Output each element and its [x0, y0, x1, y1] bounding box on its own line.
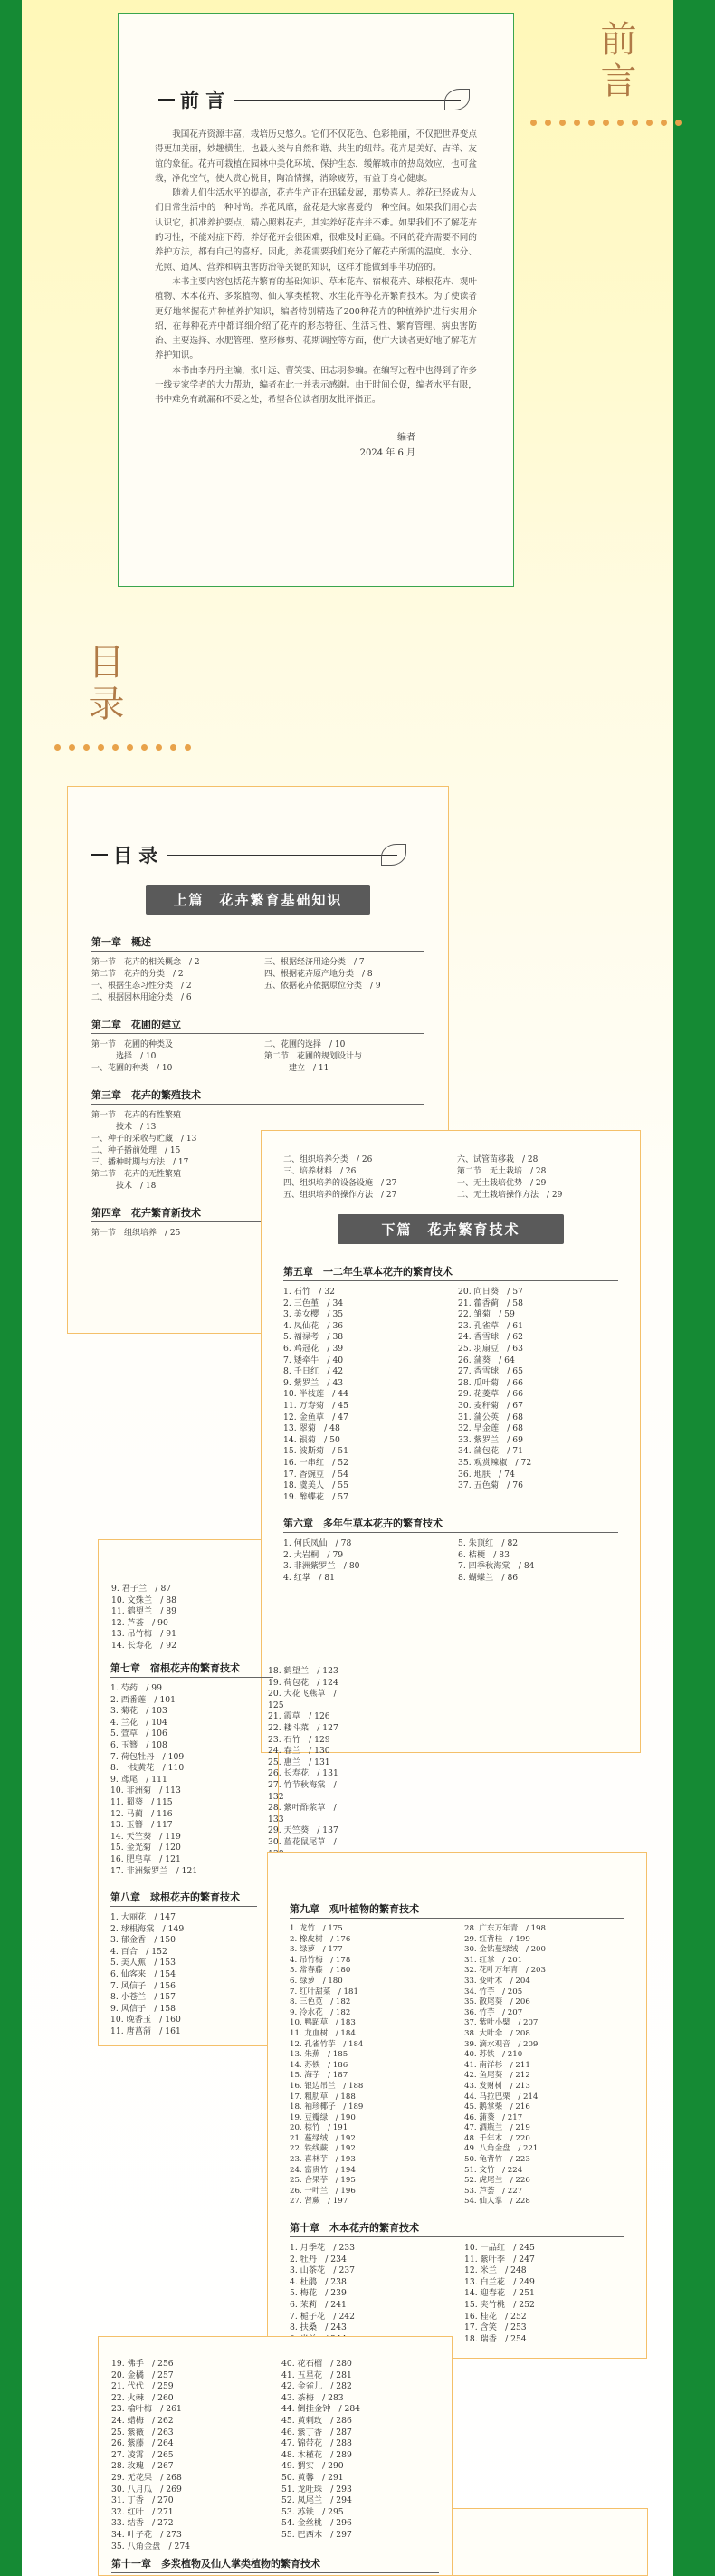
toc-entry: 16. 肥皂草 / 121	[110, 1853, 181, 1864]
toc-entry: 技术 / 13	[91, 1123, 157, 1132]
toc-entry: 20. 棕竹 / 191	[290, 2123, 348, 2133]
toc-entry: 33. 变叶木 / 204	[464, 1976, 530, 1986]
toc-entry: 25. 惠兰 / 131	[268, 1757, 330, 1767]
toc-entry: 53. 苏铁 / 295	[281, 2506, 344, 2517]
toc-entry: 20. 向日葵 / 57	[458, 1287, 523, 1297]
toc-page-3-lower	[98, 1648, 270, 2055]
toc-entry: 25. 紫薇 / 263	[111, 2427, 174, 2437]
toc-entry: 22. 火棘 / 260	[111, 2392, 174, 2403]
toc-entry: 27. 凌霄 / 265	[111, 2449, 174, 2460]
chapter-8-title: 第八章 球根花卉的繁育技术	[110, 1890, 257, 1907]
chapter-9-title: 第九章 观叶植物的繁育技术	[290, 1901, 624, 1919]
toc-entry: 33. 紫罗兰 / 69	[458, 1434, 523, 1445]
toc-entry: 32. 红叶 / 271	[111, 2506, 174, 2517]
chapter-6-title: 第六章 多年生草本花卉的繁育技术	[283, 1516, 618, 1533]
toc-entry: 47. 酒瓶兰 / 219	[464, 2123, 530, 2133]
toc-entry: 42. 鱼尾葵 / 212	[464, 2071, 530, 2081]
toc-entry: 5. 福禄考 / 38	[283, 1332, 344, 1343]
toc-entry: 32. 旱金莲 / 68	[458, 1423, 523, 1434]
toc-entry: 36. 地肤 / 74	[458, 1469, 515, 1480]
left-green-border	[0, 0, 22, 2576]
toc-entry: 5. 梅花 / 239	[290, 2288, 347, 2299]
toc-entry: 4. 红掌 / 81	[283, 1573, 335, 1584]
toc-entry: 29. 天竺葵 / 137	[268, 1825, 338, 1836]
toc-page-5	[98, 2336, 453, 2576]
toc-entry: 第二节 花卉的无性繁殖	[91, 1170, 182, 1179]
toc-entry: 6. 仙客来 / 154	[110, 1969, 176, 1980]
toc-entry: 20. 金橘 / 257	[111, 2370, 174, 2380]
toc-entry: 第一节 花卉的相关概念 / 2	[91, 958, 200, 967]
toc-entry: 9. 风信子 / 158	[110, 2003, 176, 2014]
toc-entry: 40. 花石榴 / 280	[281, 2359, 352, 2369]
toc-entry: 三、培养材料 / 26	[283, 1167, 357, 1176]
toc-entry: 54. 金丝桃 / 296	[281, 2518, 352, 2529]
toc-entry: 34. 蒲包花 / 71	[458, 1446, 523, 1457]
toc-entry: 31. 丁香 / 270	[111, 2495, 174, 2506]
toc-entry: 46. 紫丁香 / 287	[281, 2427, 352, 2437]
toc-entry: 11. 紫叶李 / 247	[464, 2254, 535, 2265]
toc-entry: 5. 美人蕉 / 153	[110, 1958, 176, 1968]
toc-entry: 25. 合果芋 / 195	[290, 2176, 356, 2186]
toc-entry: 14. 苏铁 / 186	[290, 2060, 348, 2070]
toc-entry: 五、依据花卉依据原位分类 / 9	[264, 982, 381, 991]
toc-entry: 23. 榆叶梅 / 261	[111, 2404, 182, 2415]
toc-entry: 8. 千日红 / 42	[283, 1366, 344, 1377]
preface-dots	[530, 120, 682, 126]
toc-entry: 二、组织培养分类 / 26	[283, 1155, 373, 1164]
toc-entry: 34. 叶子花 / 273	[111, 2529, 182, 2540]
toc-entry: 5. 萱草 / 106	[110, 1729, 167, 1739]
toc-entry: 10. 文殊兰 / 88	[111, 1594, 176, 1605]
toc-entry: 24. 蜡梅 / 262	[111, 2415, 174, 2426]
toc-entry: 一、无土栽培优势 / 29	[457, 1179, 547, 1188]
toc-entry: 19. 佛手 / 256	[111, 2359, 174, 2369]
toc-entry: 四、组织培养的设备设施 / 27	[283, 1179, 397, 1188]
toc-entry: 9. 冷水花 / 182	[290, 2007, 351, 2017]
toc-entry: 1. 大丽花 / 147	[110, 1912, 176, 1923]
toc-entry: 4. 百合 / 152	[110, 1946, 167, 1957]
toc-entry: 14. 迎春花 / 251	[464, 2288, 535, 2299]
toc-entry: 23. 石竹 / 129	[268, 1734, 330, 1745]
toc-entry: 51. 龙吐珠 / 293	[281, 2484, 352, 2495]
toc-entry: 22. 雏菊 / 59	[458, 1309, 515, 1320]
toc-entry: 14. 银菊 / 50	[283, 1434, 340, 1445]
toc-entry: 18. 鹤望兰 / 123	[268, 1666, 338, 1676]
toc-entry: 6. 茉莉 / 241	[290, 2300, 347, 2310]
toc-entry: 19. 豆瓣绿 / 190	[290, 2112, 356, 2122]
toc-entry: 6. 鸡冠花 / 39	[283, 1343, 344, 1354]
toc-entry: 6. 玉簪 / 108	[110, 1739, 167, 1750]
chapter-title: 第一章 概述	[91, 934, 424, 952]
toc-entry: 6. 桔梗 / 83	[458, 1549, 510, 1560]
toc-entry: 一、根据生态习性分类 / 2	[91, 982, 192, 991]
toc-page-2	[261, 1130, 641, 1753]
toc-entry: 10. 鸭跖草 / 183	[290, 2018, 356, 2028]
toc-entry: 50. 黄馨 / 291	[281, 2472, 344, 2483]
toc-entry: 2. 三色堇 / 34	[283, 1298, 344, 1308]
toc-entry: 21. 蔓绿绒 / 192	[290, 2133, 356, 2143]
chapter-title: 第二章 花圃的建立	[91, 1017, 424, 1034]
toc-entry: 12. 金鱼草 / 47	[283, 1412, 348, 1422]
toc-entry: 36. 竹芋 / 207	[464, 2007, 523, 2017]
toc-entry: 10. 半枝莲 / 44	[283, 1389, 348, 1400]
toc-entry: 39. 滴水观音 / 209	[464, 2039, 539, 2049]
preface-page	[118, 13, 514, 587]
toc-entry: 23. 喜林芋 / 193	[290, 2155, 356, 2165]
toc-entry: 37. 五色菊 / 76	[458, 1480, 523, 1491]
toc-entry: 15. 金光菊 / 120	[110, 1843, 181, 1853]
toc-entry: 3. 菊花 / 103	[110, 1706, 167, 1717]
toc-entry: 15. 波斯菊 / 51	[283, 1446, 348, 1457]
toc-entry: 18. 虞美人 / 55	[283, 1480, 348, 1491]
toc-entry: 17. 含笑 / 253	[464, 2322, 527, 2333]
toc-entry: 33. 结香 / 272	[111, 2518, 174, 2529]
toc-entry: 五、组织培养的操作方法 / 27	[283, 1191, 397, 1200]
toc-entry: 31. 蒲公英 / 68	[458, 1412, 523, 1422]
toc-dots	[54, 744, 191, 751]
toc-entry: 28. 紫叶酢浆草 / 133	[268, 1803, 337, 1824]
toc-entry: 49. 猬实 / 290	[281, 2461, 344, 2472]
toc-entry: 13. 玉簪 / 117	[110, 1820, 173, 1831]
toc-entry: 43. 茶梅 / 283	[281, 2392, 344, 2403]
toc-entry: 11. 鹤望兰 / 89	[111, 1606, 176, 1617]
toc-entry: 7. 荷包牡丹 / 109	[110, 1751, 185, 1762]
toc-entry: 16. 桂花 / 252	[464, 2311, 527, 2322]
toc-entry: 1. 石竹 / 32	[283, 1287, 335, 1297]
toc-entry: 13. 吊竹梅 / 91	[111, 1629, 176, 1640]
toc-entry: 21. 代代 / 259	[111, 2381, 174, 2392]
toc-entry: 11. 蜀葵 / 115	[110, 1796, 173, 1807]
toc-entry: 26. 蒲葵 / 64	[458, 1355, 515, 1365]
toc-entry: 20. 大花飞燕草 / 125	[268, 1689, 337, 1710]
toc-entry: 3. 美女樱 / 35	[283, 1309, 344, 1320]
toc-entry: 42. 金雀儿 / 282	[281, 2381, 352, 2392]
toc-entry: 12. 芦荟 / 90	[111, 1617, 168, 1628]
toc-entry: 3. 非洲紫罗兰 / 80	[283, 1561, 360, 1572]
toc-entry: 21. 藿香蓟 / 58	[458, 1298, 523, 1308]
toc-entry: 第二节 花圃的规划设计与	[264, 1052, 363, 1061]
toc-entry: 24. 春兰 / 130	[268, 1746, 330, 1757]
toc-entry: 19. 醉蝶花 / 57	[283, 1491, 348, 1502]
toc-entry: 3. 郁金香 / 150	[110, 1935, 176, 1946]
toc-entry: 一、种子的采收与贮藏 / 13	[91, 1135, 197, 1144]
toc-entry: 3. 山茶花 / 237	[290, 2265, 355, 2276]
toc-entry: 7. 栀子花 / 242	[290, 2311, 355, 2322]
toc-entry: 17. 非洲紫罗兰 / 121	[110, 1865, 198, 1876]
toc-entry: 48. 木槿花 / 289	[281, 2449, 352, 2460]
toc-entry: 建立 / 11	[264, 1064, 329, 1073]
toc-entry: 第一节 花圃的种类及	[91, 1040, 174, 1049]
toc-entry: 2. 橡皮树 / 176	[290, 1934, 351, 1944]
toc-entry: 12. 米兰 / 248	[464, 2265, 527, 2276]
toc-entry: 41. 南洋杉 / 211	[464, 2060, 530, 2070]
toc-entry: 31. 红掌 / 201	[464, 1955, 523, 1965]
toc-entry: 2. 球根海棠 / 149	[110, 1923, 185, 1934]
toc-entry: 10. 一品红 / 245	[464, 2243, 535, 2254]
toc-entry: 21. 霞草 / 126	[268, 1711, 330, 1722]
toc-entry: 2. 西番莲 / 101	[110, 1694, 176, 1705]
toc-entry: 1. 月季花 / 233	[290, 2243, 355, 2254]
toc-entry: 第二节 无土栽培 / 28	[457, 1167, 547, 1176]
toc-page-6	[453, 2508, 648, 2576]
toc-entry: 35. 观赏辣椒 / 72	[458, 1457, 532, 1468]
toc-entry: 1. 何氏凤仙 / 78	[283, 1538, 352, 1549]
toc-entry: 8. 三色苋 / 182	[290, 1997, 351, 2007]
toc-entry: 47. 锦带花 / 288	[281, 2438, 352, 2449]
toc-entry: 30. 金钻蔓绿绒 / 200	[464, 1945, 546, 1955]
toc-entry: 41. 五星花 / 281	[281, 2370, 352, 2380]
toc-entry: 四、根据花卉原产地分类 / 8	[264, 970, 373, 979]
toc-entry: 17. 粗肋草 / 188	[290, 2092, 356, 2102]
toc-entry: 二、种子播前处理 / 15	[91, 1146, 181, 1155]
toc-entry: 45. 鹅掌柴 / 216	[464, 2102, 530, 2112]
toc-entry: 7. 四季秋海棠 / 84	[458, 1561, 535, 1572]
toc-entry: 11. 唐菖蒲 / 161	[110, 2026, 181, 2037]
toc-entry: 六、试管苗移栽 / 28	[457, 1155, 539, 1164]
toc-entry: 技术 / 18	[91, 1182, 157, 1191]
toc-entry: 第二节 花卉的分类 / 2	[91, 970, 184, 979]
toc-entry: 13. 朱蕉 / 185	[290, 2050, 348, 2060]
toc-entry: 22. 铁线蕨 / 192	[290, 2144, 356, 2154]
toc-entry: 29. 无花果 / 268	[111, 2472, 182, 2483]
toc-entry: 27. 肾蕨 / 197	[290, 2197, 348, 2207]
toc-entry: 35. 散尾葵 / 206	[464, 1997, 530, 2007]
toc-entry: 50. 龟背竹 / 223	[464, 2155, 530, 2165]
toc-entry: 9. 紫罗兰 / 43	[283, 1377, 344, 1388]
toc-entry: 8. 扶桑 / 243	[290, 2322, 347, 2333]
toc-entry: 14. 天竺葵 / 119	[110, 1831, 181, 1842]
toc-entry: 48. 千年木 / 220	[464, 2133, 530, 2143]
toc-entry: 8. 一枝黄花 / 110	[110, 1763, 185, 1774]
toc-entry: 16. 一串红 / 52	[283, 1457, 348, 1468]
toc-entry: 13. 翠菊 / 48	[283, 1423, 340, 1434]
toc-entry: 4. 兰花 / 104	[110, 1717, 167, 1728]
toc-entry: 选择 / 10	[91, 1052, 157, 1061]
toc-entry: 45. 黄刺玫 / 286	[281, 2415, 352, 2426]
toc-entry: 30. 麦秆菊 / 67	[458, 1400, 523, 1411]
toc-entry: 51. 文竹 / 224	[464, 2165, 523, 2175]
toc-page-4	[267, 1852, 647, 2359]
toc-entry: 一、花圃的种类 / 10	[91, 1064, 173, 1073]
toc-entry: 34. 竹芋 / 205	[464, 1987, 523, 1997]
toc-entry: 4. 吊竹梅 / 178	[290, 1955, 351, 1965]
toc-title: 目 录	[91, 841, 424, 868]
toc-entry: 10. 晚香玉 / 160	[110, 2015, 181, 2025]
toc-entry: 4. 凤仙花 / 36	[283, 1320, 344, 1331]
part1-banner: 上篇 花卉繁育基础知识	[146, 885, 370, 915]
preface-header: 前言	[595, 20, 636, 103]
toc-entry: 28. 玫瑰 / 267	[111, 2461, 174, 2472]
toc-entry: 35. 八角金盘 / 274	[111, 2541, 191, 2552]
toc-entry: 8. 小苍兰 / 157	[110, 1992, 176, 2003]
toc-entry: 17. 香豌豆 / 54	[283, 1469, 348, 1480]
toc-entry: 15. 海芋 / 187	[290, 2071, 348, 2081]
toc-entry: 5. 常春藤 / 180	[290, 1966, 351, 1976]
toc-entry: 6. 绿萝 / 180	[290, 1976, 343, 1986]
toc-entry: 54. 仙人掌 / 228	[464, 2197, 530, 2207]
toc-entry: 2. 大岩桐 / 79	[283, 1549, 344, 1560]
toc-entry: 1. 芍药 / 99	[110, 1683, 162, 1693]
chapter-title: 第三章 花卉的繁殖技术	[91, 1087, 424, 1105]
toc-entry: 44. 马拉巴栗 / 214	[464, 2092, 539, 2102]
toc-entry: 13. 白兰花 / 249	[464, 2276, 535, 2287]
chapter-11-title: 第十一章 多浆植物及仙人掌类植物的繁育技术	[111, 2556, 439, 2573]
toc-entry: 46. 蒲葵 / 217	[464, 2112, 523, 2122]
toc-entry: 18. 袖珍椰子 / 189	[290, 2102, 364, 2112]
toc-page-3-col2	[268, 1666, 349, 1847]
toc-entry: 24. 香雪球 / 62	[458, 1332, 523, 1343]
toc-entry: 12. 马蔺 / 116	[110, 1808, 173, 1819]
toc-entry: 28. 瓜叶菊 / 66	[458, 1377, 523, 1388]
toc-header: 目录	[82, 643, 124, 726]
toc-entry: 11. 万寿菊 / 45	[283, 1400, 348, 1411]
preface-paragraph: 本书由李丹丹主编，张叶远、曹笑雯、田志羽参编。在编写过程中也得到了许多一线专家学者的大力帮助，编者在此一并表示感谢。由于时间仓促，编者水平有限，书中难免有疏漏和不妥之处，希望各位读者朋友批评指正。	[155, 365, 477, 406]
toc-entry: 23. 孔雀草 / 61	[458, 1320, 523, 1331]
toc-entry: 7. 风信子 / 156	[110, 1980, 176, 1991]
toc-entry: 26. 长寿花 / 131	[268, 1768, 338, 1779]
toc-entry: 52. 虎尾兰 / 226	[464, 2176, 530, 2186]
toc-entry: 27. 香雪球 / 65	[458, 1366, 523, 1377]
toc-entry: 11. 龙血树 / 184	[290, 2028, 356, 2038]
toc-entry: 37. 紫叶小檗 / 207	[464, 2018, 539, 2028]
toc-entry: 28. 广东万年青 / 198	[464, 1924, 546, 1933]
toc-entry: 7. 红叶甜菜 / 181	[290, 1987, 358, 1997]
toc-entry: 29. 花菱草 / 66	[458, 1389, 523, 1400]
toc-entry: 二、无土栽培操作方法 / 29	[457, 1191, 563, 1200]
toc-entry: 三、根据经济用途分类 / 7	[264, 958, 365, 967]
toc-entry: 9. 鸢尾 / 111	[110, 1774, 167, 1785]
toc-entry: 49. 八角金盘 / 221	[464, 2144, 539, 2154]
toc-entry: 30. 蓝花鼠尾草 /	[268, 1836, 337, 1847]
toc-entry: 二、根据园林用途分类 / 6	[91, 993, 192, 1002]
toc-entry: 43. 发财树 / 213	[464, 2081, 530, 2091]
toc-entry: 二、花圃的选择 / 10	[264, 1040, 346, 1049]
chapter-10-title: 第十章 木本花卉的繁育技术	[290, 2220, 624, 2237]
right-green-border	[673, 0, 715, 2576]
toc-entry: 7. 矮牵牛 / 40	[283, 1355, 344, 1365]
toc-entry: 4. 杜鹃 / 238	[290, 2276, 347, 2287]
preface-paragraph: 我国花卉资源丰富，栽培历史悠久。它们不仅花色、色彩艳丽，不仅把世界变点得更加美丽，妙趣横生，也最人类与自然和谐、共生的纽带。花卉是美好、吉祥、友谊的象征。花卉可栽植在园林中美化环境，保护生态，缓解城市的热岛效应，也可盆栽，净化空气，使人赏心悦目，陶冶情操，消除疲劳，有益于身心健康。	[155, 129, 477, 184]
toc-entry: 2. 牡丹 / 234	[290, 2254, 347, 2265]
toc-entry: 三、播种时期与方法 / 17	[91, 1158, 189, 1167]
toc-entry: 26. 紫藤 / 264	[111, 2438, 174, 2449]
toc-entry: 24. 富贵竹 / 194	[290, 2165, 356, 2175]
part2-banner: 下篇 花卉繁育技术	[338, 1214, 564, 1244]
toc-entry: 44. 倒挂金钟 / 284	[281, 2404, 361, 2415]
toc-entry: 25. 羽扇豆 / 63	[458, 1343, 523, 1354]
toc-entry: 10. 非洲菊 / 113	[110, 1786, 181, 1796]
toc-entry: 8. 蝴蝶兰 / 86	[458, 1573, 519, 1584]
toc-entry: 12. 孔雀竹芋 / 184	[290, 2039, 364, 2049]
toc-entry: 29. 红背桂 / 199	[464, 1934, 530, 1944]
toc-entry: 53. 芦荟 / 227	[464, 2186, 523, 2196]
chapter-7-title: 第七章 宿根花卉的繁育技术	[110, 1661, 273, 1678]
preface-title: 前 言	[158, 86, 488, 113]
toc-entry: 22. 耧斗菜 / 127	[268, 1722, 338, 1733]
chapter-5-title: 第五章 一二年生草本花卉的繁育技术	[283, 1264, 618, 1281]
toc-entry: 15. 夹竹桃 / 252	[464, 2300, 535, 2310]
toc-entry: 27. 竹节秋海棠 / 132	[268, 1779, 337, 1802]
toc-entry: 38. 大叶伞 / 208	[464, 2028, 530, 2038]
chapter-title: 第四章 花卉繁育新技术	[91, 1205, 424, 1222]
toc-entry: 第一节 组织培养 / 25	[91, 1229, 181, 1238]
toc-entry: 5. 朱顶红 / 82	[458, 1538, 519, 1549]
toc-entry: 16. 银边吊兰 / 188	[290, 2081, 364, 2091]
preface-paragraph: 本书主要内容包括花卉繁育的基础知识、草本花卉、宿根花卉、球根花卉、观叶植物、木本花卉、多浆植物、仙人掌类植物、水生花卉等花卉繁育技术。为了使读者更好地掌握花卉种植养护知识，编者特别精选了200种花卉的种植养护进行实用介绍，在每种花卉中都详细介绍了花卉的形态特征、生活习性、繁育管理、病虫害防治、主要选择、水肥管理、整形修剪、花期调控等方面，使广大读者更好地了解花卉养护知识。	[155, 276, 477, 361]
toc-entry: 40. 苏铁 / 210	[464, 2050, 523, 2060]
toc-entry: 1. 龙竹 / 175	[290, 1924, 343, 1933]
toc-entry: 14. 长寿花 / 92	[111, 1640, 176, 1651]
preface-paragraph: 随着人们生活水平的提高，花卉生产正在迅猛发展，那势喜人。养花已经成为人们日常生活中的一种时尚。养花风靡，盆花是大家喜爱的一种空间。如果我们用心去认识它，抓准养护要点，精心照料花卉，其实养好花卉并不难。如果我们不了解花卉的习性，不能对症下药，养好花卉会很困难，很难及时正确。不同的花卉需要不同的养护方法，都有自己的喜好。因此，养花需要我们充分了解花卉所需的温度、水分、光照、通风、营养和病虫害防治等关键的知识，这样才能做到事半功倍的。	[155, 188, 477, 273]
toc-entry: 52. 凤尾兰 / 294	[281, 2495, 352, 2506]
toc-entry: 32. 花叶万年青 / 203	[464, 1966, 546, 1976]
toc-entry: 26. 一叶兰 / 196	[290, 2186, 356, 2196]
toc-entry: 18. 瑞香 / 254	[464, 2333, 527, 2344]
toc-entry: 19. 荷包花 / 124	[268, 1677, 338, 1688]
toc-entry: 9. 君子兰 / 87	[111, 1584, 172, 1594]
toc-entry: 55. 巴西木 / 297	[281, 2529, 352, 2540]
preface-signature: 编者 2024 年 6 月	[359, 432, 415, 458]
toc-entry: 30. 八月瓜 / 269	[111, 2484, 182, 2495]
toc-entry: 3. 绿萝 / 177	[290, 1945, 343, 1955]
toc-entry: 第一节 花卉的有性繁殖	[91, 1111, 182, 1120]
